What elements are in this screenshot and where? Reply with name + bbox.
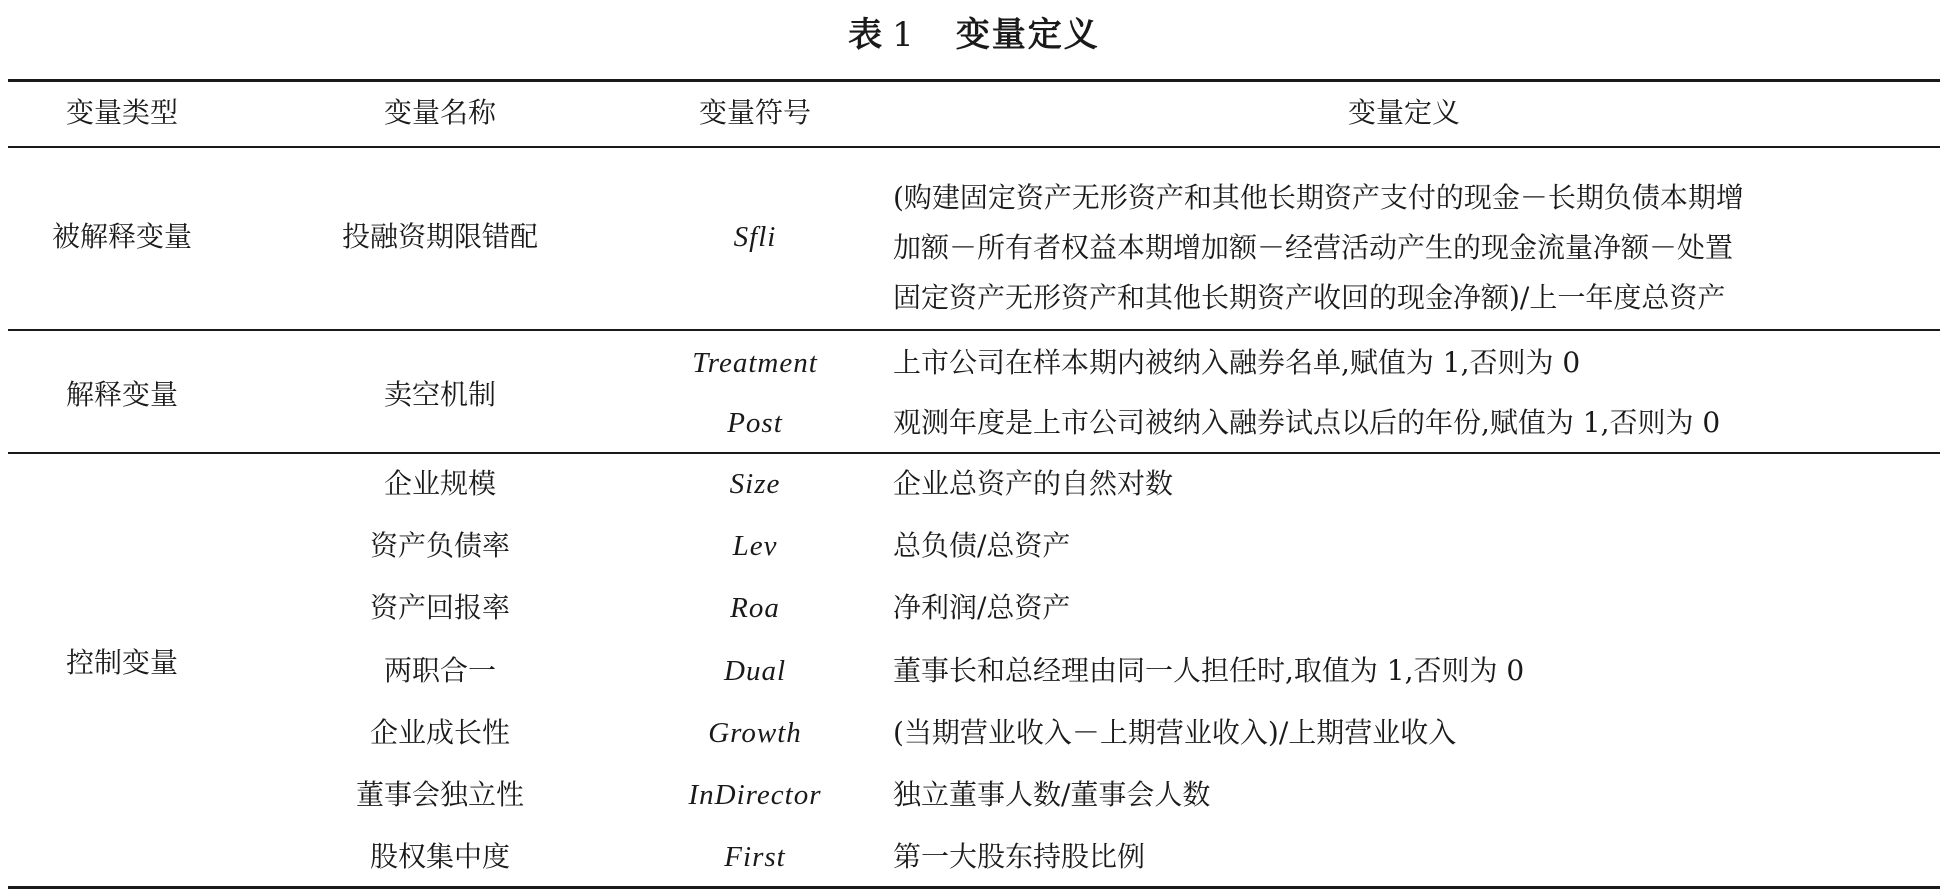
name-lev: 资产负债率 — [369, 529, 511, 562]
definition-first: 第一大股东持股比例 — [893, 840, 1146, 873]
header-symbol: 变量符号 — [698, 96, 812, 129]
name-sfli: 投融资期限错配 — [341, 220, 539, 253]
name-indirector: 董事会独立性 — [355, 778, 525, 811]
definition-size: 企业总资产的自然对数 — [893, 467, 1174, 500]
caption-text: 变量定义 — [955, 15, 1100, 55]
caption-prefix: 表 — [848, 15, 885, 55]
name-first: 股权集中度 — [369, 840, 511, 873]
top-rule — [8, 79, 1940, 82]
header-rule — [8, 146, 1940, 148]
symbol-sfli: Sfli — [733, 221, 777, 253]
header-type: 变量类型 — [65, 96, 179, 129]
symbol-indirector: InDirector — [688, 779, 822, 811]
header-name: 变量名称 — [383, 96, 497, 129]
definition-sfli-line-3: 固定资产无形资产和其他长期资产收回的现金净额)/上一年度总资产 — [893, 281, 1726, 314]
symbol-lev: Lev — [732, 530, 778, 562]
definition-sfli-line-1: (购建固定资产无形资产和其他长期资产支付的现金－长期负债本期增 — [893, 181, 1744, 214]
symbol-treatment: Treatment — [692, 347, 818, 379]
definition-indirector: 独立董事人数/董事会人数 — [893, 778, 1211, 811]
name-short-selling: 卖空机制 — [383, 378, 497, 411]
type-dependent: 被解释变量 — [51, 220, 193, 253]
symbol-post: Post — [727, 407, 783, 439]
symbol-dual: Dual — [724, 655, 786, 687]
name-roa: 资产回报率 — [369, 591, 511, 624]
header-definition: 变量定义 — [1347, 96, 1461, 129]
group1-rule — [8, 329, 1940, 331]
name-dual: 两职合一 — [383, 654, 497, 687]
name-size: 企业规模 — [383, 467, 497, 500]
type-explanatory: 解释变量 — [65, 378, 179, 411]
definition-sfli — [893, 173, 1923, 323]
symbol-growth: Growth — [708, 717, 802, 749]
symbol-roa: Roa — [730, 592, 780, 624]
definition-treatment: 上市公司在样本期内被纳入融券名单,赋值为 1,否则为 0 — [893, 346, 1581, 379]
definition-roa: 净利润/总资产 — [893, 591, 1071, 624]
name-growth: 企业成长性 — [369, 716, 511, 749]
symbol-first: First — [724, 841, 786, 873]
table-caption — [0, 10, 1948, 60]
definition-growth: (当期营业收入－上期营业收入)/上期营业收入 — [893, 716, 1457, 749]
caption-number: 1 — [892, 15, 916, 55]
symbol-size: Size — [729, 468, 781, 500]
definition-dual: 董事长和总经理由同一人担任时,取值为 1,否则为 0 — [893, 654, 1525, 687]
type-control: 控制变量 — [65, 646, 179, 679]
definition-lev: 总负债/总资产 — [893, 529, 1071, 562]
definition-sfli-line-2: 加额－所有者权益本期增加额－经营活动产生的现金流量净额－处置 — [893, 231, 1734, 264]
definition-post: 观测年度是上市公司被纳入融券试点以后的年份,赋值为 1,否则为 0 — [893, 406, 1721, 439]
